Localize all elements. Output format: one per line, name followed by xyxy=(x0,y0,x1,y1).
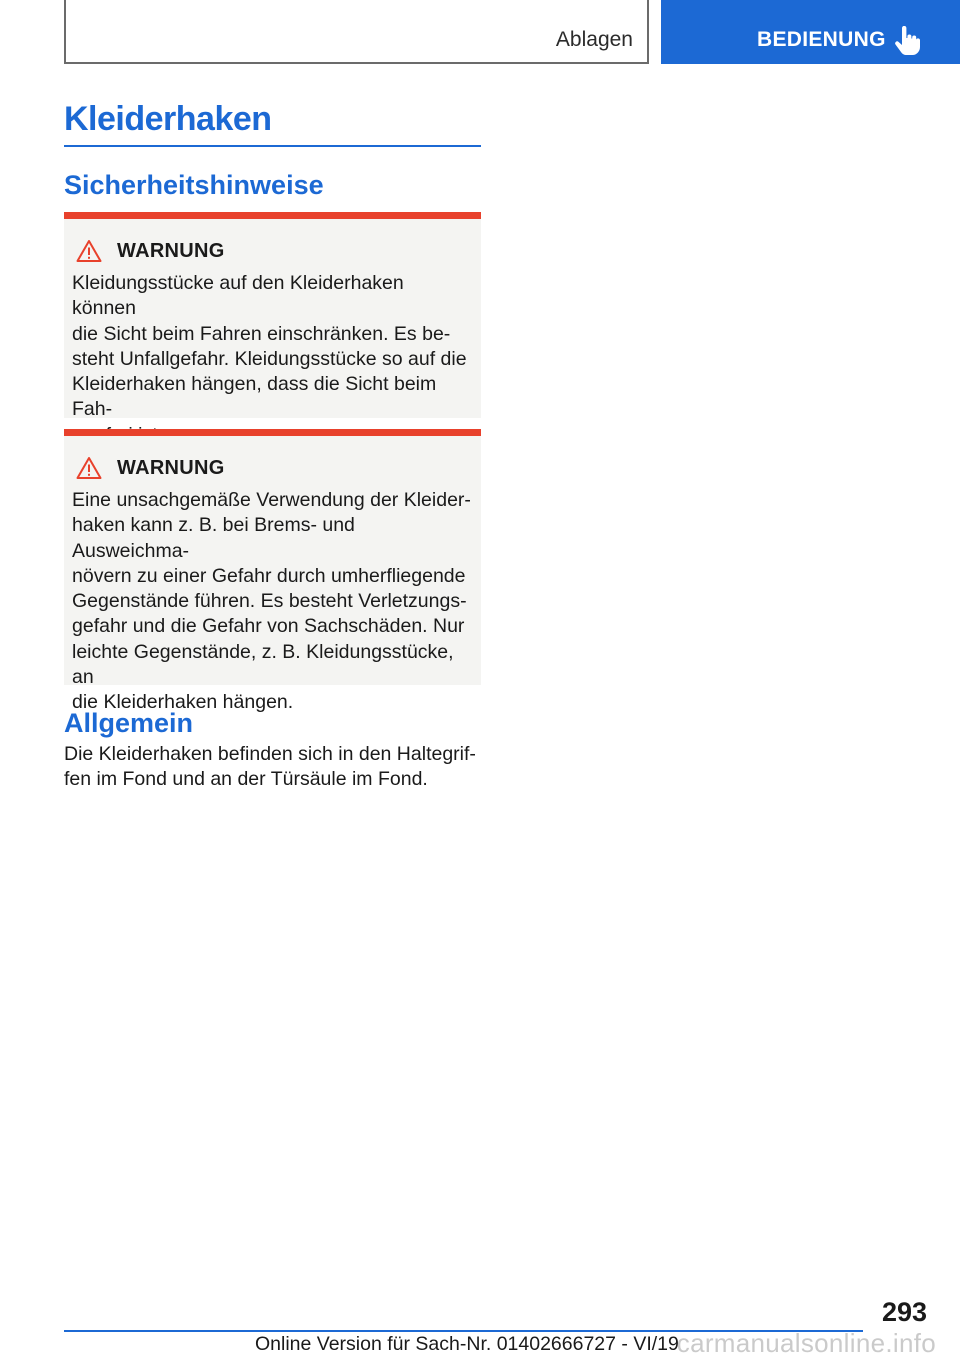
warning-triangle-icon xyxy=(76,456,102,480)
warning-text: Eine unsachgemäße Verwendung der Kleider- haken kann z. B. bei Brems- und Ausweichma- növern zu einer Gefahr durch umherfliegende Gegenstände führen. Es besteht Verletzungs- gefahr und die Gefahr von Sachschäden. Nur leichte Gegenstände, z. B. Kleidungsstücke, an die Kleiderhaken hängen. xyxy=(72,489,471,714)
general-text: Die Kleiderhaken befinden sich in den Haltegrif- fen im Fond und an der Türsäule im Fond. xyxy=(64,743,476,791)
warning-label: WARNUNG xyxy=(117,456,225,479)
page-number: 293 xyxy=(881,1297,927,1327)
warning-box xyxy=(64,212,481,421)
hand-pointer-icon xyxy=(894,26,920,56)
safety-heading: Sicherheitshinweise xyxy=(64,170,324,200)
general-heading: Allgemein xyxy=(64,708,194,738)
page-title: Kleiderhaken xyxy=(64,100,272,138)
warning-box xyxy=(64,429,481,714)
section-tab[interactable]: Ablagen xyxy=(555,28,633,51)
header-section-box xyxy=(64,0,649,64)
footer-version-text: Online Version für Sach-Nr. 01402666727 - VI/19 xyxy=(255,1333,679,1355)
title-divider xyxy=(64,145,481,147)
warning-header xyxy=(72,237,471,265)
warning-triangle-icon xyxy=(76,239,102,263)
warning-text: Kleidungsstücke auf den Kleiderhaken können die Sicht beim Fahren einschränken. Es be- steht Unfallgefahr. Kleidungsstücke so auf die Kleiderhaken hängen, dass die Sicht beim Fah- xyxy=(72,272,467,421)
chapter-tab-box[interactable] xyxy=(661,0,960,64)
warning-header xyxy=(72,454,471,482)
chapter-tab[interactable]: BEDIENUNG xyxy=(757,28,886,51)
watermark: carmanualsonline.info xyxy=(676,1328,936,1358)
warning-label: WARNUNG xyxy=(117,239,225,262)
